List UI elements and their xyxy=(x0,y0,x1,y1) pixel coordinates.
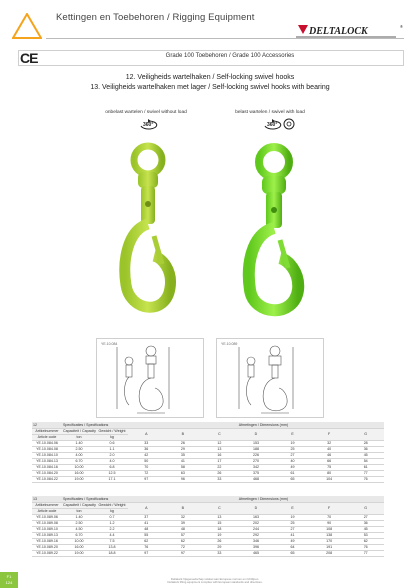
table-cell: 49 xyxy=(274,464,311,470)
table-cell: 36 xyxy=(347,446,384,452)
table-cell: 292 xyxy=(238,532,275,538)
table-cell: 10.00 xyxy=(62,538,96,544)
col-article: Artikelnummer xyxy=(32,428,62,434)
table-cell: 41 xyxy=(165,458,202,464)
table-cell: 77 xyxy=(347,470,384,476)
col-dim-d: D xyxy=(238,428,275,440)
col-capacity-unit: ton xyxy=(62,434,96,440)
table-cell: 10.00 xyxy=(62,464,96,470)
technical-drawing-left xyxy=(96,338,204,418)
table-cell: 6.8 xyxy=(96,464,128,470)
page-section: F1 xyxy=(6,574,12,579)
table-cell: 76 xyxy=(347,544,384,550)
col-dim-a: A xyxy=(128,502,165,514)
table-cell: 16.00 xyxy=(62,544,96,550)
table-cell: 33 xyxy=(128,440,165,446)
table-cell: 4.4 xyxy=(96,532,128,538)
table-cell: 77 xyxy=(347,550,384,556)
table-cell: 18 xyxy=(201,526,238,532)
table-cell: 1.2 xyxy=(96,520,128,526)
table-cell: 4.0 xyxy=(96,458,128,464)
article-code-cell: YE.10.089.10 xyxy=(32,526,62,532)
table-cell: 4.00 xyxy=(62,452,96,458)
table-cell: 25 xyxy=(274,520,311,526)
table-cell: 58 xyxy=(165,464,202,470)
table-cell: 40 xyxy=(311,446,348,452)
header-title: Kettingen en Toebehoren / Rigging Equipment xyxy=(56,12,255,23)
table-cell: 12 xyxy=(201,440,238,446)
table-cell: 76 xyxy=(128,544,165,550)
table-cell: 32 xyxy=(311,440,348,446)
table-cell: 104 xyxy=(311,476,348,482)
col-dim-b: B xyxy=(165,502,202,514)
table-cell: 97 xyxy=(128,476,165,482)
article-code-cell: YE.10.089.22 xyxy=(32,550,62,556)
article-code-cell: YE.10.084.06 xyxy=(32,440,62,446)
col-weight: Gewicht / Weight xyxy=(96,502,128,508)
table-cell: 13 xyxy=(201,446,238,452)
table-cell: 50 xyxy=(128,458,165,464)
col-dim-d: D xyxy=(238,502,275,514)
table-cell: 22 xyxy=(201,464,238,470)
ce-mark: CE xyxy=(20,50,38,66)
article-code-cell: YE.10.089.06 xyxy=(32,514,62,520)
table-cell: 2.0 xyxy=(96,452,128,458)
table-cell: 27 xyxy=(274,452,311,458)
spec-table-13 xyxy=(32,496,384,557)
table-group-number: 13 xyxy=(32,496,62,502)
table-cell: 108 xyxy=(311,526,348,532)
table-cell: 202 xyxy=(238,520,275,526)
table-cell: 62 xyxy=(128,538,165,544)
table-cell: 6.70 xyxy=(62,458,96,464)
table-cell: 19.00 xyxy=(62,550,96,556)
table-cell: 49 xyxy=(274,538,311,544)
article-code-cell: YE.10.084.10 xyxy=(32,452,62,458)
table-cell: 64 xyxy=(274,544,311,550)
table-cell: 35 xyxy=(165,452,202,458)
table-cell: 2.50 xyxy=(62,446,96,452)
table-cell: 25 xyxy=(274,446,311,452)
table-group-number: 12 xyxy=(32,422,62,428)
table-cell: 163 xyxy=(238,514,275,520)
table-cell: 468 xyxy=(238,476,275,482)
technical-drawing-right xyxy=(216,338,324,418)
table-cell: 76 xyxy=(347,476,384,482)
col-dim-g: G xyxy=(347,428,384,440)
col-dim-a: A xyxy=(128,428,165,440)
table-cell: 19.00 xyxy=(62,476,96,482)
table-cell: 19 xyxy=(274,440,311,446)
warning-triangle-logo xyxy=(12,13,42,39)
table-cell: 375 xyxy=(238,470,275,476)
page-header xyxy=(0,0,416,48)
table-row xyxy=(32,476,384,482)
table-cell: 208 xyxy=(311,550,348,556)
col-article-code: Article code xyxy=(32,434,62,440)
table-cell: 41 xyxy=(274,532,311,538)
caption-with-load: belast wartelen / swivel with load xyxy=(235,110,305,115)
table-cell: 6.70 xyxy=(62,532,96,538)
svg-text:360°: 360° xyxy=(143,122,154,128)
table-cell: 16 xyxy=(201,452,238,458)
table-cell: 40 xyxy=(274,458,311,464)
table-cell: 342 xyxy=(238,464,275,470)
table-cell: 270 xyxy=(238,458,275,464)
table-cell: 33 xyxy=(201,550,238,556)
table-cell: 62 xyxy=(347,538,384,544)
table-cell: 7.5 xyxy=(96,538,128,544)
col-article: Artikelnummer xyxy=(32,502,62,508)
table-cell: 36 xyxy=(347,520,384,526)
table-cell: 96 xyxy=(165,476,202,482)
caption-without-load: onbelast wartelen / swivel without load xyxy=(105,110,187,115)
table-cell: 1.1 xyxy=(96,446,128,452)
table-cell: 26 xyxy=(201,538,238,544)
dims-label: Afmetingen / Dimensions (mm) xyxy=(238,422,384,428)
table-cell: 80 xyxy=(311,470,348,476)
table-cell: 33 xyxy=(201,476,238,482)
table-cell: 13.8 xyxy=(96,544,128,550)
table-cell: 36 xyxy=(128,446,165,452)
section-title-13: 13. Veiligheids wartelhaken met lager / Self-locking swivel hooks with bearing xyxy=(90,84,330,91)
table-cell: 1.40 xyxy=(62,514,96,520)
article-code-cell: YE.10.084.16 xyxy=(32,464,62,470)
table-cell: 244 xyxy=(238,526,275,532)
table-cell: 346 xyxy=(238,538,275,544)
col-dim-c: C xyxy=(201,428,238,440)
table-cell: 19 xyxy=(274,514,311,520)
table-cell: 13 xyxy=(201,514,238,520)
table-cell: 27 xyxy=(347,514,384,520)
specs-label: Specificaties / Specifications xyxy=(62,496,165,502)
table-cell: 45 xyxy=(347,526,384,532)
table-cell: 70 xyxy=(128,464,165,470)
table-cell: 2.50 xyxy=(62,520,96,526)
page-number-tab xyxy=(0,572,18,588)
table-cell: 153 xyxy=(238,440,275,446)
table-cell: 61 xyxy=(274,470,311,476)
footer-note: Deltalock hijsgereedschap voldoet aan Europese normen en richtlijnen. Deltalock lifting equipment complies with European standards and directives. xyxy=(167,577,263,585)
table-cell: 39 xyxy=(165,520,202,526)
article-code-cell: YE.10.089.08 xyxy=(32,520,62,526)
table-row xyxy=(32,550,384,556)
table-cell: 188 xyxy=(238,446,275,452)
table-cell: 72 xyxy=(128,470,165,476)
table-cell: 29 xyxy=(165,446,202,452)
table-cell: 396 xyxy=(238,544,275,550)
table-cell: 15 xyxy=(201,520,238,526)
svg-text:360°: 360° xyxy=(267,122,278,128)
col-capacity-unit: ton xyxy=(62,508,96,514)
table-cell: 45 xyxy=(347,452,384,458)
table-cell: 1.40 xyxy=(62,440,96,446)
table-cell: 465 xyxy=(238,550,275,556)
col-weight-unit: kg xyxy=(96,434,128,440)
table-cell: 12.5 xyxy=(96,470,128,476)
col-article-code: Article code xyxy=(32,508,62,514)
article-code-cell: YE.10.084.20 xyxy=(32,470,62,476)
col-weight: Gewicht / Weight xyxy=(96,428,128,434)
table-cell: 70 xyxy=(311,514,348,520)
col-dim-f: F xyxy=(311,428,348,440)
table-cell: 62 xyxy=(165,538,202,544)
article-code-cell: YE.10.084.08 xyxy=(32,446,62,452)
table-cell: 97 xyxy=(165,550,202,556)
article-code-cell: YE.10.089.16 xyxy=(32,538,62,544)
col-capacity: Capaciteit / Capacity xyxy=(63,503,96,507)
table-cell: 28 xyxy=(347,440,384,446)
table-cell: 191 xyxy=(311,544,348,550)
table-cell: 19 xyxy=(201,532,238,538)
table-cell: 0.6 xyxy=(96,440,128,446)
table-cell: 17.1 xyxy=(96,476,128,482)
table-cell: 0.7 xyxy=(96,514,128,520)
table-cell: 46 xyxy=(311,452,348,458)
table-cell: 17 xyxy=(201,458,238,464)
col-dim-f: F xyxy=(311,502,348,514)
swivel-hook-bearing-photo-right xyxy=(242,140,306,330)
table-cell: 65 xyxy=(274,550,311,556)
table-cell: 37 xyxy=(128,514,165,520)
table-cell: 42 xyxy=(128,452,165,458)
drawing-code-left: YE.10.084 xyxy=(101,342,118,346)
article-code-cell: YE.10.084.22 xyxy=(32,476,62,482)
table-cell: 2.2 xyxy=(96,526,128,532)
table-cell: 54 xyxy=(347,458,384,464)
table-cell: 55 xyxy=(128,532,165,538)
table-cell: 29 xyxy=(201,544,238,550)
table-cell: 41 xyxy=(128,520,165,526)
specs-label: Specificaties / Specifications xyxy=(62,422,165,428)
table-cell: 170 xyxy=(311,538,348,544)
article-code-cell: YE.10.089.13 xyxy=(32,532,62,538)
table-cell: 72 xyxy=(165,544,202,550)
table-cell: 226 xyxy=(238,452,275,458)
col-dim-e: E xyxy=(274,502,311,514)
article-code-cell: YE.10.089.20 xyxy=(32,544,62,550)
col-dim-g: G xyxy=(347,502,384,514)
table-cell: 90 xyxy=(311,520,348,526)
col-dim-c: C xyxy=(201,502,238,514)
page-number: 124 xyxy=(5,580,13,585)
category-title: Grade 100 Toebehoren / Grade 100 Accessories xyxy=(165,53,295,59)
table-cell: 57 xyxy=(165,532,202,538)
table-cell: 48 xyxy=(128,526,165,532)
rotation-360-icon xyxy=(138,117,160,131)
col-dim-e: E xyxy=(274,428,311,440)
svg-text:®: ® xyxy=(400,24,403,29)
table-cell: 66 xyxy=(311,458,348,464)
swivel-hook-photo-left xyxy=(118,140,178,330)
table-cell: 97 xyxy=(128,550,165,556)
table-cell: 61 xyxy=(347,464,384,470)
dims-label: Afmetingen / Dimensions (mm) xyxy=(238,496,384,502)
table-cell: 18.8 xyxy=(96,550,128,556)
table-cell: 65 xyxy=(274,476,311,482)
brand-name: DELTALOCK xyxy=(309,26,368,37)
table-cell: 4.50 xyxy=(62,526,96,532)
col-weight-unit: kg xyxy=(96,508,128,514)
table-cell: 53 xyxy=(347,532,384,538)
col-dim-b: B xyxy=(165,428,202,440)
article-code-cell: YE.10.084.13 xyxy=(32,458,62,464)
table-cell: 27 xyxy=(274,526,311,532)
rotation-360-bearing-icon xyxy=(262,117,296,131)
col-capacity: Capaciteit / Capacity xyxy=(63,429,96,433)
table-cell: 63 xyxy=(165,470,202,476)
table-cell: 48 xyxy=(165,526,202,532)
table-cell: 16.00 xyxy=(62,470,96,476)
deltalock-logo xyxy=(296,22,406,40)
table-cell: 26 xyxy=(201,470,238,476)
spec-table-12 xyxy=(32,422,384,483)
table-cell: 32 xyxy=(165,514,202,520)
table-cell: 75 xyxy=(311,464,348,470)
table-cell: 138 xyxy=(311,532,348,538)
section-title-12: 12. Veiligheids wartelhaken / Self-locking swivel hooks xyxy=(125,74,295,81)
table-cell: 26 xyxy=(165,440,202,446)
drawing-code-right: YE.10.089 xyxy=(221,342,238,346)
